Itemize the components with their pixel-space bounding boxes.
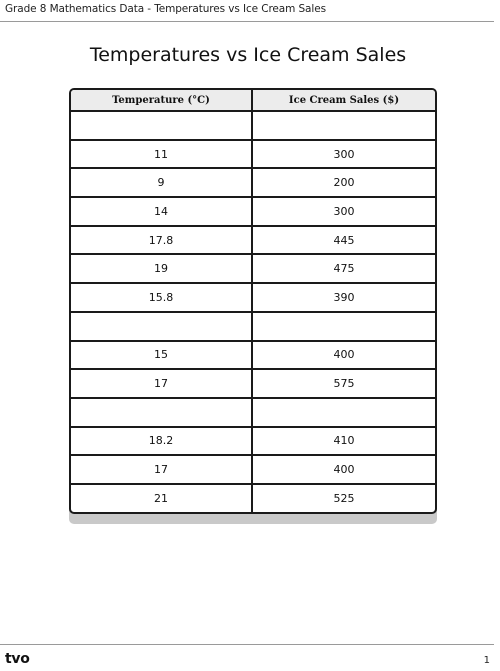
cell-sales: 445 xyxy=(253,227,435,256)
table-row xyxy=(71,428,435,457)
cell-sales xyxy=(253,399,435,428)
cell-temperature: 11 xyxy=(71,141,253,170)
document-header xyxy=(0,0,494,22)
cell-sales xyxy=(253,313,435,342)
column-header-temperature: Temperature (°C) xyxy=(71,90,253,112)
document-footer xyxy=(0,644,494,671)
cell-sales: 200 xyxy=(253,169,435,198)
table-row xyxy=(71,370,435,399)
table-row xyxy=(71,112,435,141)
page-number: 1 xyxy=(483,655,490,666)
table-row xyxy=(71,141,435,170)
table-row xyxy=(71,198,435,227)
cell-temperature: 17 xyxy=(71,456,253,485)
table-body xyxy=(71,112,435,512)
table-row xyxy=(71,169,435,198)
cell-temperature: 9 xyxy=(71,169,253,198)
cell-sales: 410 xyxy=(253,428,435,457)
cell-sales: 575 xyxy=(253,370,435,399)
table-header-row xyxy=(71,90,435,112)
cell-sales: 400 xyxy=(253,456,435,485)
cell-temperature: 15 xyxy=(71,342,253,371)
cell-temperature xyxy=(71,399,253,428)
document-header-title: Grade 8 Mathematics Data - Temperatures vs Ice Cream Sales xyxy=(5,3,326,15)
cell-sales: 300 xyxy=(253,198,435,227)
cell-temperature xyxy=(71,313,253,342)
data-table xyxy=(69,88,437,514)
table-row xyxy=(71,399,435,428)
cell-temperature: 21 xyxy=(71,485,253,512)
table-row xyxy=(71,255,435,284)
cell-sales xyxy=(253,112,435,141)
table-row xyxy=(71,342,435,371)
cell-temperature: 15.8 xyxy=(71,284,253,313)
cell-sales: 525 xyxy=(333,491,355,505)
table-row xyxy=(71,456,435,485)
cell-temperature: 19 xyxy=(71,255,253,284)
cell-temperature: 18.2 xyxy=(71,428,253,457)
cell-temperature: 17 xyxy=(71,370,253,399)
cell-sales: 300 xyxy=(253,141,435,170)
cell-sales: 390 xyxy=(253,284,435,313)
cell-sales: 400 xyxy=(253,342,435,371)
data-table-container xyxy=(69,88,437,514)
table-row xyxy=(71,227,435,256)
table-row xyxy=(71,313,435,342)
cell-sales: 475 xyxy=(253,255,435,284)
cell-temperature: 14 xyxy=(71,198,253,227)
tvo-logo: tvo xyxy=(5,651,30,667)
cell-temperature: 17.8 xyxy=(71,227,253,256)
table-row xyxy=(71,284,435,313)
column-header-sales: Ice Cream Sales ($) xyxy=(253,90,435,112)
cell-temperature xyxy=(71,112,253,141)
page-title: Temperatures vs Ice Cream Sales xyxy=(89,44,407,66)
table-row xyxy=(71,485,435,512)
